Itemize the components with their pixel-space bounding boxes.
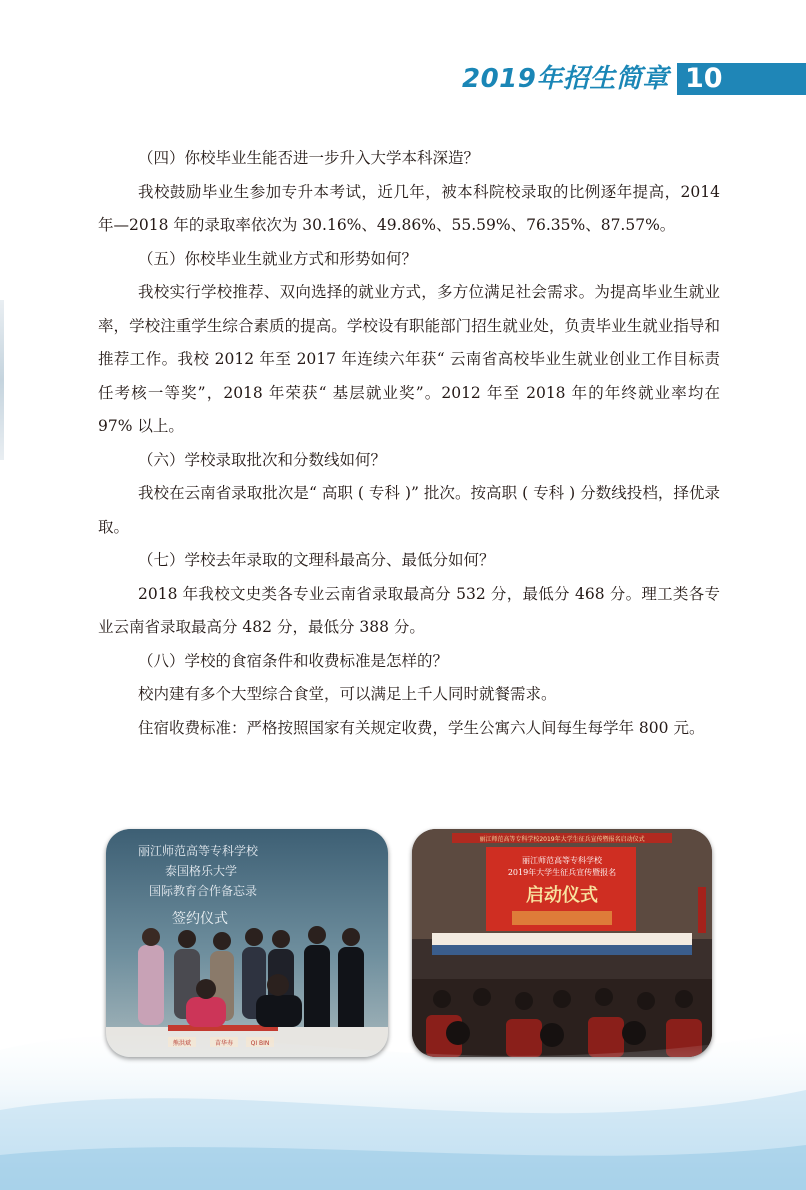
screen-line-1: 丽江师范高等专科学校 (522, 856, 602, 865)
answer-4: 我校鼓励毕业生参加专升本考试，近几年，被本科院校录取的比例逐年提高，2014 年—2018 年的录取率依次为 30.16%、49.86%、55.59%、76.35%、87.57%。 (98, 182, 720, 234)
ceremony-caption: 签约仪式 (172, 911, 228, 927)
question-6: （六）学校录取批次和分数线如何？ (138, 450, 387, 469)
answer-5: 我校实行学校推荐、双向选择的就业方式，多方位满足社会需求。为提高毕业生就业率，学校注重学生综合素质的提高。学校设有职能部门招生就业处，负责毕业生就业指导和推荐工作。我校 2012 年至 2017 年连续六年获“ 云南省高校毕业生就业创业工作目标责任考核一等奖”，2018 年荣获“ 基层就业奖”。2012 年至 2018 年的年终就业率均在 97% 以上。 (98, 283, 720, 435)
banner-line-3: 国际教育合作备忘录 (148, 884, 258, 898)
question-8: （八）学校的食宿条件和收费标准是怎样的？ (138, 651, 449, 670)
brochure-title: 2019年招生简章 (462, 64, 669, 94)
screen-line-2: 2019年大学生征兵宣传暨报名 (507, 868, 617, 877)
question-5: （五）你校毕业生就业方式和形势如何？ (138, 249, 418, 268)
screen-title: 启动仪式 (526, 885, 598, 906)
top-banner-text: 丽江师范高等专科学校2019年大学生征兵宣传暨报名启动仪式 (479, 836, 645, 843)
banner-line-2: 泰国格乐大学 (164, 864, 238, 878)
question-4: （四）你校毕业生能否进一步升入大学本科深造？ (138, 149, 480, 167)
question-7: （七）学校去年录取的文理科最高分、最低分如何？ (138, 551, 495, 569)
faq-content (98, 142, 720, 745)
decorative-wave (0, 960, 806, 1190)
left-edge-mark (0, 300, 4, 460)
page-number: 10 (685, 63, 723, 94)
answer-6: 我校在云南省录取批次是“ 高职 ( 专科 )” 批次。按高职 ( 专科 ) 分数线投档，择优录取。 (98, 484, 720, 536)
banner-line-1: 丽江师范高等专科学校 (137, 844, 259, 858)
answer-8-dining: 校内建有多个大型综合食堂，可以满足上千人同时就餐需求。 (138, 685, 557, 703)
answer-7: 2018 年我校文史类各专业云南省录取最高分 532 分，最低分 468 分。理工类各专业云南省录取最高分 482 分，最低分 388 分。 (98, 584, 720, 636)
answer-8-housing: 住宿收费标准：严格按照国家有关规定收费，学生公寓六人间每生每学年 800 元。 (138, 718, 705, 737)
page-number-bar (677, 63, 806, 95)
